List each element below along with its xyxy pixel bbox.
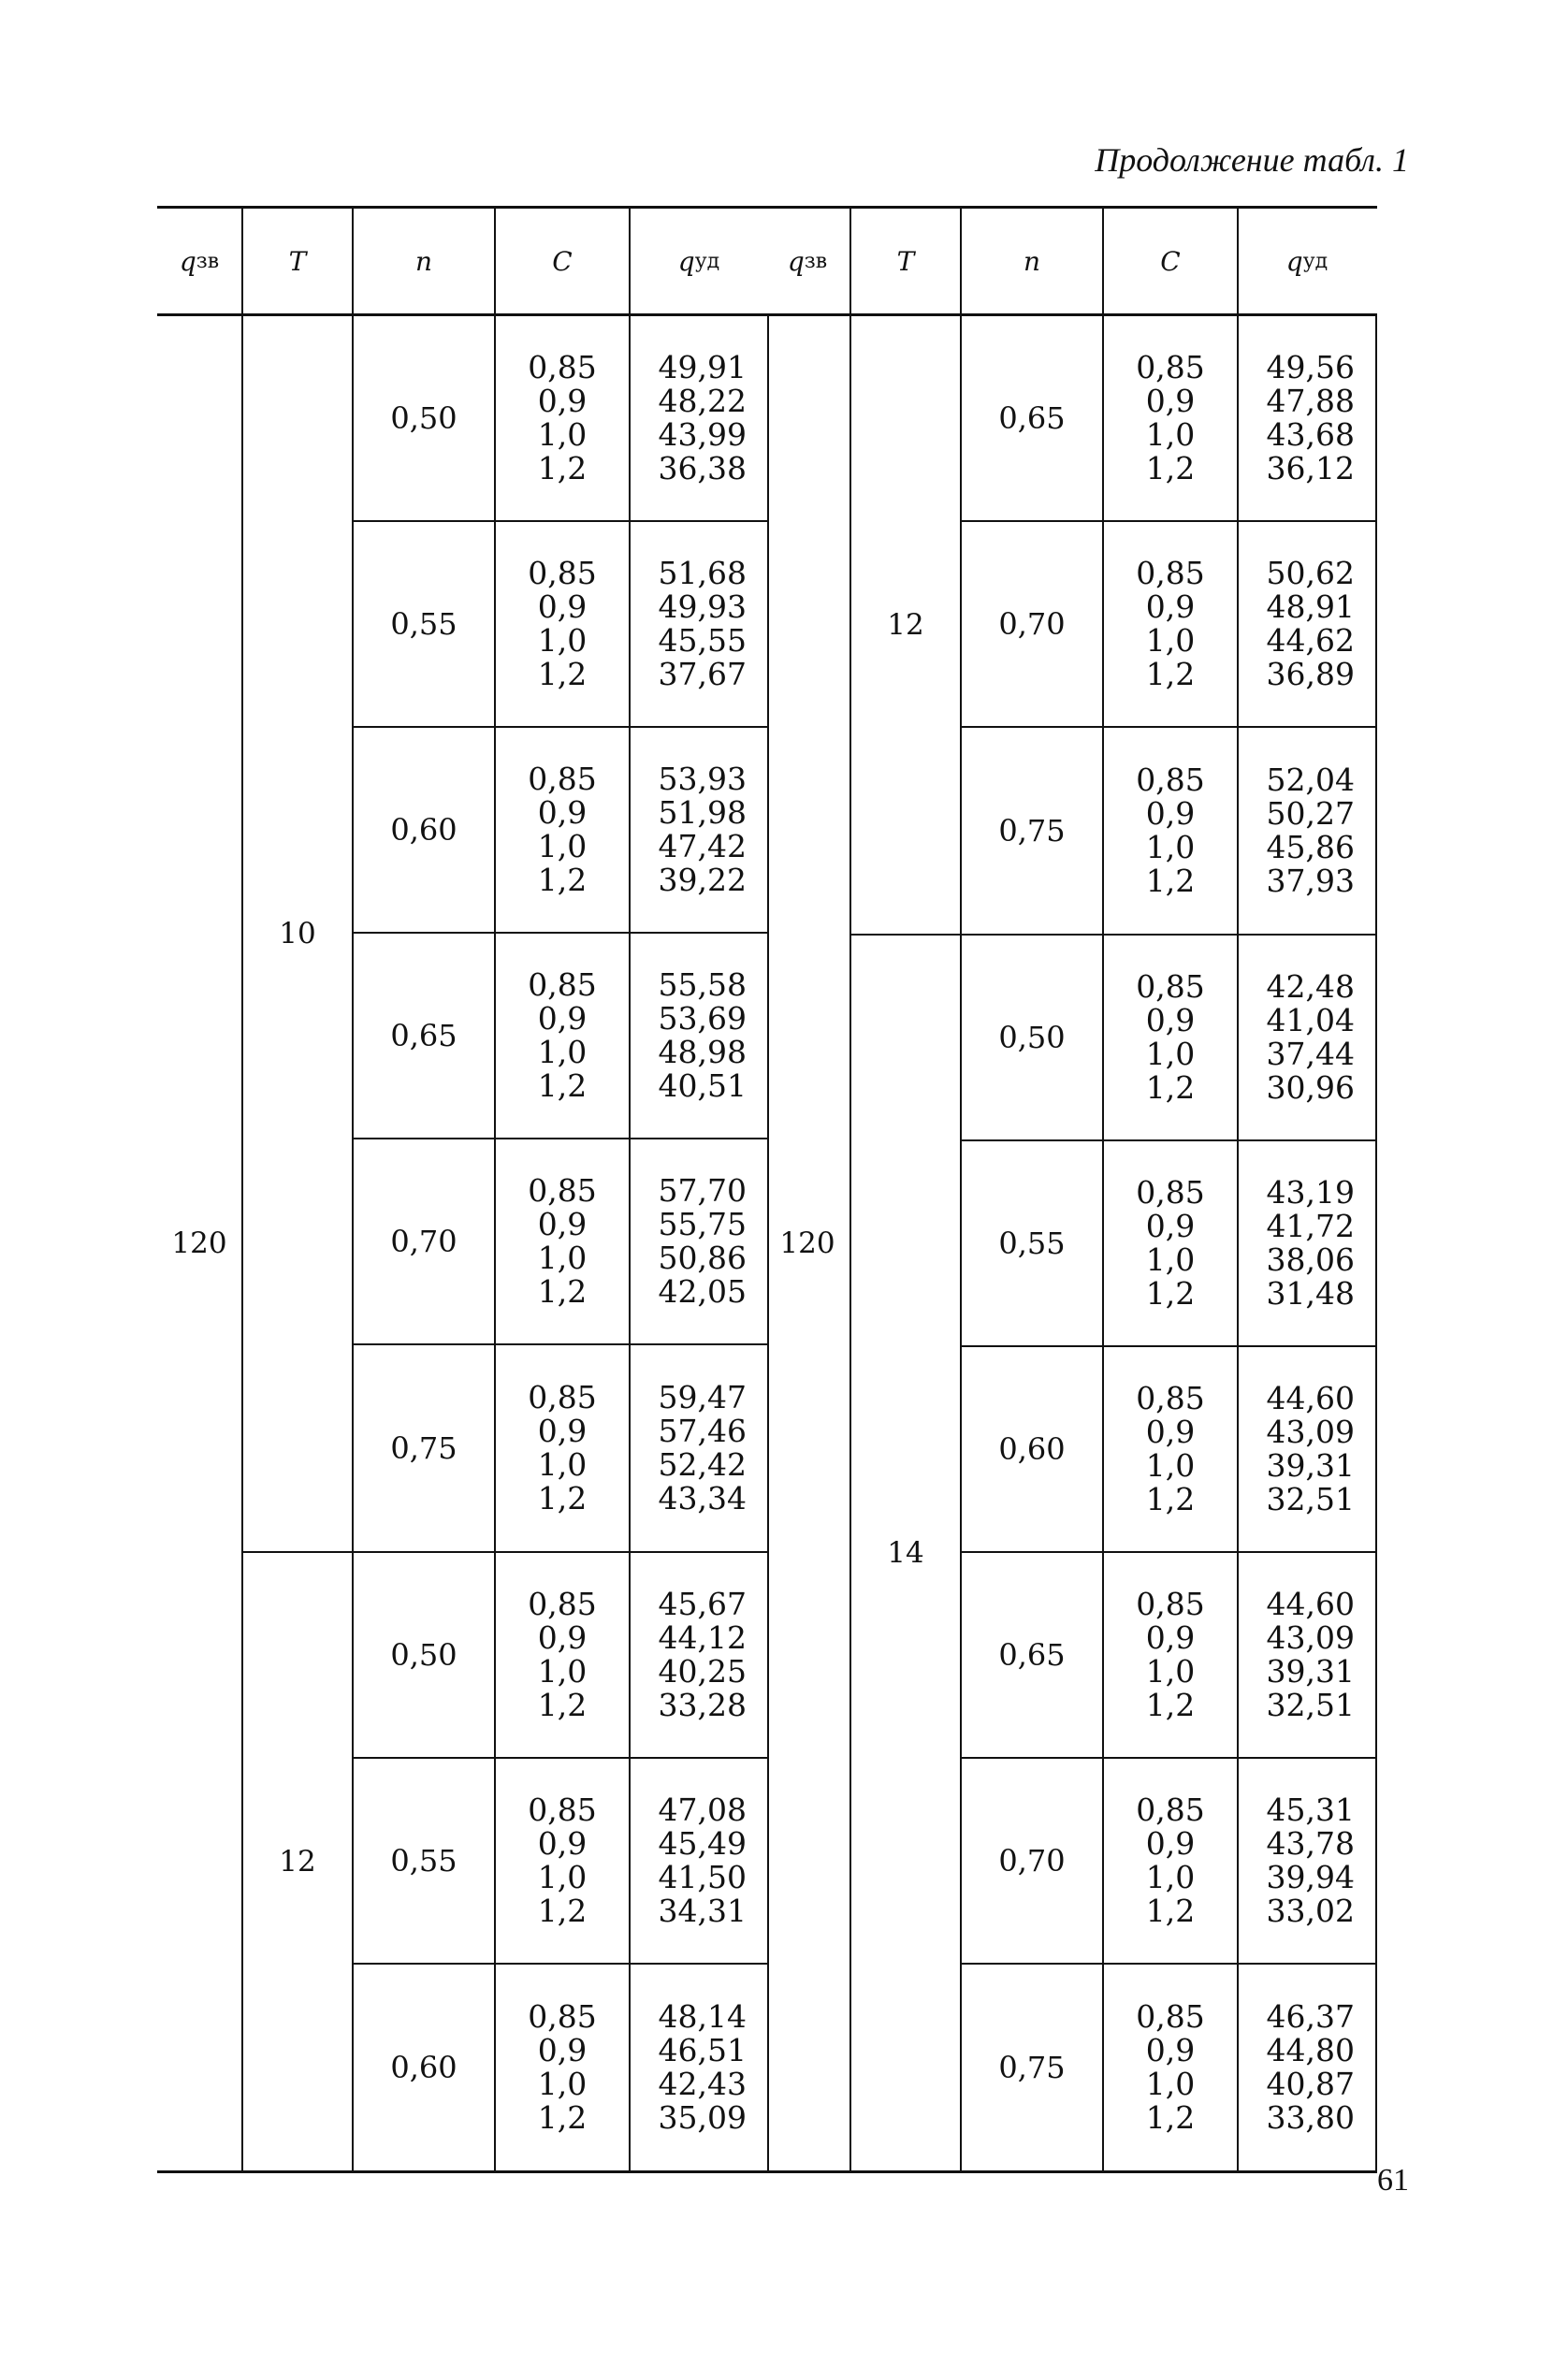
q-ud-values <box>1239 1347 1375 1551</box>
q-ud-values <box>1239 728 1375 934</box>
n-value: 0,50 <box>354 1553 496 1757</box>
table-row <box>962 1347 1375 1553</box>
q-ud-value: 37,67 <box>658 656 747 692</box>
n-value: 0,65 <box>962 1553 1104 1757</box>
page-number: 61 <box>1377 2163 1409 2198</box>
q-ud-value: 37,44 <box>1266 1036 1355 1072</box>
q-ud-values <box>631 522 767 726</box>
header-t <box>243 209 354 313</box>
q-ud-value: 42,48 <box>1266 968 1355 1005</box>
q-ud-values <box>1239 936 1375 1139</box>
c-value: 0,85 <box>1136 349 1205 385</box>
header-q-ud <box>1239 209 1375 313</box>
q-ud-value: 50,86 <box>658 1240 747 1276</box>
c-value: 0,9 <box>1145 1825 1196 1862</box>
c-value: 0,9 <box>1145 1002 1196 1038</box>
header-c-text: C <box>1160 245 1181 277</box>
table-row <box>962 936 1375 1141</box>
t-group <box>243 1553 767 2170</box>
c-value: 0,9 <box>1145 2032 1196 2068</box>
header-t <box>851 209 962 313</box>
table-row <box>354 1553 767 1759</box>
c-value: 1,0 <box>537 622 588 659</box>
c-value: 1,0 <box>537 1240 588 1276</box>
q-ud-value: 49,91 <box>658 349 747 385</box>
c-value: 1,0 <box>537 1034 588 1070</box>
n-value: 0,60 <box>354 728 496 932</box>
c-value: 0,85 <box>528 761 597 797</box>
header-q-ud-text: q <box>677 245 695 277</box>
header-t-text: T <box>896 245 915 277</box>
q-ud-value: 30,96 <box>1266 1069 1355 1106</box>
q-ud-value: 32,51 <box>1266 1481 1355 1517</box>
c-value: 0,9 <box>1145 1414 1196 1450</box>
c-value: 0,9 <box>1145 1619 1196 1656</box>
n-value: 0,55 <box>354 1759 496 1963</box>
c-values <box>1104 1965 1239 2170</box>
c-value: 0,9 <box>537 383 588 419</box>
table-row <box>354 522 767 728</box>
q-ud-value: 39,31 <box>1266 1653 1355 1690</box>
c-value: 1,2 <box>537 1893 588 1929</box>
c-value: 0,85 <box>528 1792 597 1828</box>
header-q-zv-text: q <box>179 245 196 277</box>
q-ud-values <box>1239 1141 1375 1345</box>
c-value: 1,2 <box>1145 656 1196 692</box>
c-value: 1,0 <box>1145 829 1196 865</box>
n-value: 0,70 <box>962 522 1104 726</box>
q-ud-value: 36,12 <box>1266 450 1355 486</box>
q-ud-values <box>1239 522 1375 726</box>
q-ud-value: 39,22 <box>658 862 747 898</box>
c-value: 1,0 <box>537 828 588 864</box>
q-ud-values <box>631 316 767 520</box>
n-value: 0,50 <box>962 936 1104 1139</box>
c-value: 1,0 <box>1145 1653 1196 1690</box>
q-ud-value: 44,80 <box>1266 2032 1355 2068</box>
n-value: 0,65 <box>354 934 496 1138</box>
c-values <box>496 728 631 932</box>
c-value: 1,2 <box>1145 1893 1196 1929</box>
q-ud-value: 36,38 <box>658 450 747 486</box>
c-value: 1,2 <box>537 862 588 898</box>
c-value: 1,0 <box>537 416 588 453</box>
q-ud-value: 50,62 <box>1266 555 1355 591</box>
c-values <box>496 1139 631 1343</box>
n-value: 0,75 <box>962 728 1104 934</box>
table-row <box>354 1759 767 1965</box>
c-value: 0,9 <box>537 588 588 625</box>
q-ud-value: 32,51 <box>1266 1687 1355 1723</box>
c-value: 0,9 <box>1145 588 1196 625</box>
c-values <box>496 934 631 1138</box>
header-q-zv-subscript: зв <box>804 249 828 273</box>
q-ud-value: 35,09 <box>658 2099 747 2136</box>
n-value: 0,50 <box>354 316 496 520</box>
c-value: 0,85 <box>1136 1174 1205 1211</box>
q-ud-value: 55,75 <box>658 1206 747 1242</box>
q-ud-value: 57,46 <box>658 1413 747 1449</box>
header-n <box>354 209 496 313</box>
q-ud-value: 40,51 <box>658 1067 747 1104</box>
header-c-text: C <box>552 245 573 277</box>
q-ud-value: 33,80 <box>1266 2099 1355 2136</box>
q-ud-value: 59,47 <box>658 1379 747 1415</box>
q-ud-value: 43,99 <box>658 416 747 453</box>
c-value: 0,9 <box>1145 383 1196 419</box>
q-ud-values <box>631 1139 767 1343</box>
q-ud-value: 33,02 <box>1266 1893 1355 1929</box>
c-value: 0,85 <box>1136 968 1205 1005</box>
header-q-ud <box>631 209 767 313</box>
table-row <box>354 934 767 1139</box>
header-q-zv-subscript: зв <box>196 249 220 273</box>
q-ud-value: 43,34 <box>658 1480 747 1516</box>
q-ud-values <box>631 1553 767 1757</box>
header-n <box>962 209 1104 313</box>
header-t-text: T <box>288 245 307 277</box>
q-ud-value: 41,50 <box>658 1859 747 1895</box>
header-q-ud-text: q <box>1285 245 1303 277</box>
c-values <box>1104 1759 1239 1963</box>
table-header-left <box>157 206 769 316</box>
q-zv-value: 120 <box>157 316 243 2170</box>
q-ud-value: 43,68 <box>1266 416 1355 453</box>
n-value: 0,70 <box>354 1139 496 1343</box>
q-ud-value: 45,55 <box>658 622 747 659</box>
table-row <box>962 1141 1375 1347</box>
c-value: 1,2 <box>1145 2099 1196 2136</box>
c-value: 1,2 <box>537 656 588 692</box>
c-values <box>1104 936 1239 1139</box>
header-q-zv-text: q <box>787 245 805 277</box>
t-value: 14 <box>851 936 962 2170</box>
q-ud-value: 46,37 <box>1266 1998 1355 2035</box>
q-ud-value: 48,91 <box>1266 588 1355 625</box>
table-row <box>962 1553 1375 1759</box>
header-q-ud-subscript: уд <box>1302 249 1328 273</box>
c-values <box>1104 1553 1239 1757</box>
q-ud-value: 43,09 <box>1266 1414 1355 1450</box>
q-ud-values <box>631 1345 767 1551</box>
c-value: 0,85 <box>528 555 597 591</box>
t-value: 12 <box>243 1553 354 2170</box>
n-value: 0,75 <box>354 1345 496 1551</box>
q-ud-values <box>631 728 767 932</box>
c-value: 0,9 <box>537 1000 588 1037</box>
c-value: 1,0 <box>1145 2066 1196 2102</box>
q-ud-value: 43,19 <box>1266 1174 1355 1211</box>
c-value: 0,9 <box>537 1413 588 1449</box>
t-value: 12 <box>851 316 962 934</box>
q-ud-value: 43,09 <box>1266 1619 1355 1656</box>
q-ud-value: 53,93 <box>658 761 747 797</box>
q-ud-value: 41,04 <box>1266 1002 1355 1038</box>
q-ud-values <box>631 1965 767 2170</box>
c-values <box>1104 316 1239 520</box>
n-value: 0,60 <box>962 1347 1104 1551</box>
n-blocks <box>962 316 1375 934</box>
q-ud-value: 48,22 <box>658 383 747 419</box>
n-value: 0,55 <box>354 522 496 726</box>
q-ud-value: 47,88 <box>1266 383 1355 419</box>
n-value: 0,60 <box>354 1965 496 2170</box>
q-ud-value: 48,14 <box>658 1998 747 2035</box>
c-value: 1,0 <box>1145 1859 1196 1895</box>
q-ud-values <box>1239 1965 1375 2170</box>
t-group <box>243 316 767 1553</box>
q-ud-value: 50,27 <box>1266 795 1355 832</box>
c-value: 1,0 <box>537 2066 588 2102</box>
c-value: 1,0 <box>1145 1241 1196 1278</box>
c-values <box>1104 728 1239 934</box>
c-values <box>496 1759 631 1963</box>
q-ud-values <box>1239 1553 1375 1757</box>
c-value: 1,0 <box>1145 1036 1196 1072</box>
c-value: 1,2 <box>537 450 588 486</box>
c-values <box>496 1965 631 2170</box>
c-value: 0,9 <box>537 1825 588 1862</box>
q-ud-value: 38,06 <box>1266 1241 1355 1278</box>
table-row <box>962 1965 1375 2170</box>
table-row <box>354 1345 767 1551</box>
table-row <box>962 316 1375 522</box>
c-value: 0,85 <box>1136 1586 1205 1622</box>
c-value: 0,85 <box>528 349 597 385</box>
c-value: 1,2 <box>537 1687 588 1723</box>
q-ud-value: 45,67 <box>658 1586 747 1622</box>
c-value: 0,85 <box>528 966 597 1003</box>
q-ud-value: 52,04 <box>1266 762 1355 798</box>
q-ud-value: 42,43 <box>658 2066 747 2102</box>
c-value: 0,9 <box>537 2032 588 2068</box>
c-value: 1,2 <box>537 1480 588 1516</box>
q-ud-value: 31,48 <box>1266 1275 1355 1312</box>
c-value: 1,0 <box>537 1446 588 1483</box>
q-ud-values <box>1239 316 1375 520</box>
q-ud-value: 42,05 <box>658 1273 747 1310</box>
q-ud-value: 55,58 <box>658 966 747 1003</box>
q-ud-value: 49,56 <box>1266 349 1355 385</box>
q-ud-value: 51,68 <box>658 555 747 591</box>
c-value: 1,2 <box>1145 1481 1196 1517</box>
t-groups <box>851 316 1377 2170</box>
t-value: 10 <box>243 316 354 1551</box>
c-value: 1,0 <box>537 1653 588 1690</box>
c-value: 0,85 <box>1136 762 1205 798</box>
n-value: 0,70 <box>962 1759 1104 1963</box>
c-value: 1,2 <box>1145 1069 1196 1106</box>
header-q-zv <box>765 209 851 313</box>
table-row <box>354 1965 767 2170</box>
c-value: 1,2 <box>1145 1687 1196 1723</box>
q-ud-value: 43,78 <box>1266 1825 1355 1862</box>
c-value: 1,2 <box>537 1273 588 1310</box>
c-values <box>1104 1347 1239 1551</box>
c-value: 0,85 <box>1136 1998 1205 2035</box>
q-ud-value: 40,25 <box>658 1653 747 1690</box>
c-value: 0,85 <box>1136 1380 1205 1416</box>
q-ud-value: 41,72 <box>1266 1208 1355 1244</box>
q-ud-value: 45,49 <box>658 1825 747 1862</box>
header-c <box>1104 209 1239 313</box>
c-values <box>1104 522 1239 726</box>
n-value: 0,75 <box>962 1965 1104 2170</box>
n-value: 0,65 <box>962 316 1104 520</box>
c-value: 0,85 <box>528 1379 597 1415</box>
t-group <box>851 936 1375 2170</box>
c-value: 0,9 <box>1145 795 1196 832</box>
q-ud-value: 39,94 <box>1266 1859 1355 1895</box>
q-ud-value: 40,87 <box>1266 2066 1355 2102</box>
q-ud-value: 57,70 <box>658 1172 747 1209</box>
q-ud-value: 45,86 <box>1266 829 1355 865</box>
c-value: 0,85 <box>528 1586 597 1622</box>
n-blocks <box>354 316 767 1551</box>
header-n-text: n <box>414 245 433 277</box>
c-value: 0,9 <box>1145 1208 1196 1244</box>
table-row <box>962 1759 1375 1965</box>
c-value: 0,9 <box>537 1206 588 1242</box>
table-row <box>962 728 1375 934</box>
t-groups <box>243 316 769 2170</box>
n-blocks <box>962 936 1375 2170</box>
table-row <box>354 728 767 934</box>
q-ud-values <box>631 1759 767 1963</box>
table-body-left <box>157 316 769 2173</box>
q-ud-value: 53,69 <box>658 1000 747 1037</box>
table-left-half <box>157 206 769 2173</box>
c-value: 1,0 <box>1145 622 1196 659</box>
q-ud-values <box>631 934 767 1138</box>
q-ud-value: 48,98 <box>658 1034 747 1070</box>
c-value: 0,85 <box>1136 1792 1205 1828</box>
c-values <box>496 316 631 520</box>
q-ud-value: 37,93 <box>1266 863 1355 899</box>
c-value: 1,2 <box>1145 1275 1196 1312</box>
c-values <box>496 522 631 726</box>
n-blocks <box>354 1553 767 2170</box>
header-c <box>496 209 631 313</box>
table-row <box>962 522 1375 728</box>
c-value: 1,2 <box>537 2099 588 2136</box>
q-ud-value: 51,98 <box>658 794 747 831</box>
q-ud-value: 39,31 <box>1266 1447 1355 1484</box>
c-value: 0,9 <box>537 794 588 831</box>
c-value: 1,2 <box>1145 863 1196 899</box>
c-value: 1,0 <box>537 1859 588 1895</box>
c-value: 1,0 <box>1145 416 1196 453</box>
q-ud-value: 33,28 <box>658 1687 747 1723</box>
c-value: 0,85 <box>528 1998 597 2035</box>
c-value: 0,85 <box>528 1172 597 1209</box>
q-ud-value: 52,42 <box>658 1446 747 1483</box>
q-ud-value: 47,42 <box>658 828 747 864</box>
n-value: 0,55 <box>962 1141 1104 1345</box>
q-ud-value: 47,08 <box>658 1792 747 1828</box>
q-ud-value: 44,62 <box>1266 622 1355 659</box>
c-value: 0,85 <box>1136 555 1205 591</box>
c-value: 1,2 <box>537 1067 588 1104</box>
q-ud-value: 34,31 <box>658 1893 747 1929</box>
continuation-label: Продолжение табл. 1 <box>1095 141 1409 179</box>
c-value: 1,0 <box>1145 1447 1196 1484</box>
table-row <box>354 1139 767 1345</box>
c-values <box>496 1553 631 1757</box>
c-values <box>1104 1141 1239 1345</box>
table-header-right <box>765 206 1377 316</box>
header-q-ud-subscript: уд <box>694 249 720 273</box>
q-ud-value: 44,60 <box>1266 1380 1355 1416</box>
q-ud-value: 46,51 <box>658 2032 747 2068</box>
q-ud-value: 49,93 <box>658 588 747 625</box>
header-q-zv <box>157 209 243 313</box>
q-zv-value: 120 <box>765 316 851 2170</box>
table-right-half <box>765 206 1377 2173</box>
table-row <box>354 316 767 522</box>
t-group <box>851 316 1375 936</box>
c-values <box>496 1345 631 1551</box>
table-body-right <box>765 316 1377 2173</box>
header-n-text: n <box>1023 245 1041 277</box>
q-ud-value: 36,89 <box>1266 656 1355 692</box>
q-ud-value: 45,31 <box>1266 1792 1355 1828</box>
c-value: 1,2 <box>1145 450 1196 486</box>
q-ud-values <box>1239 1759 1375 1963</box>
q-ud-value: 44,60 <box>1266 1586 1355 1622</box>
q-ud-value: 44,12 <box>658 1619 747 1656</box>
c-value: 0,9 <box>537 1619 588 1656</box>
